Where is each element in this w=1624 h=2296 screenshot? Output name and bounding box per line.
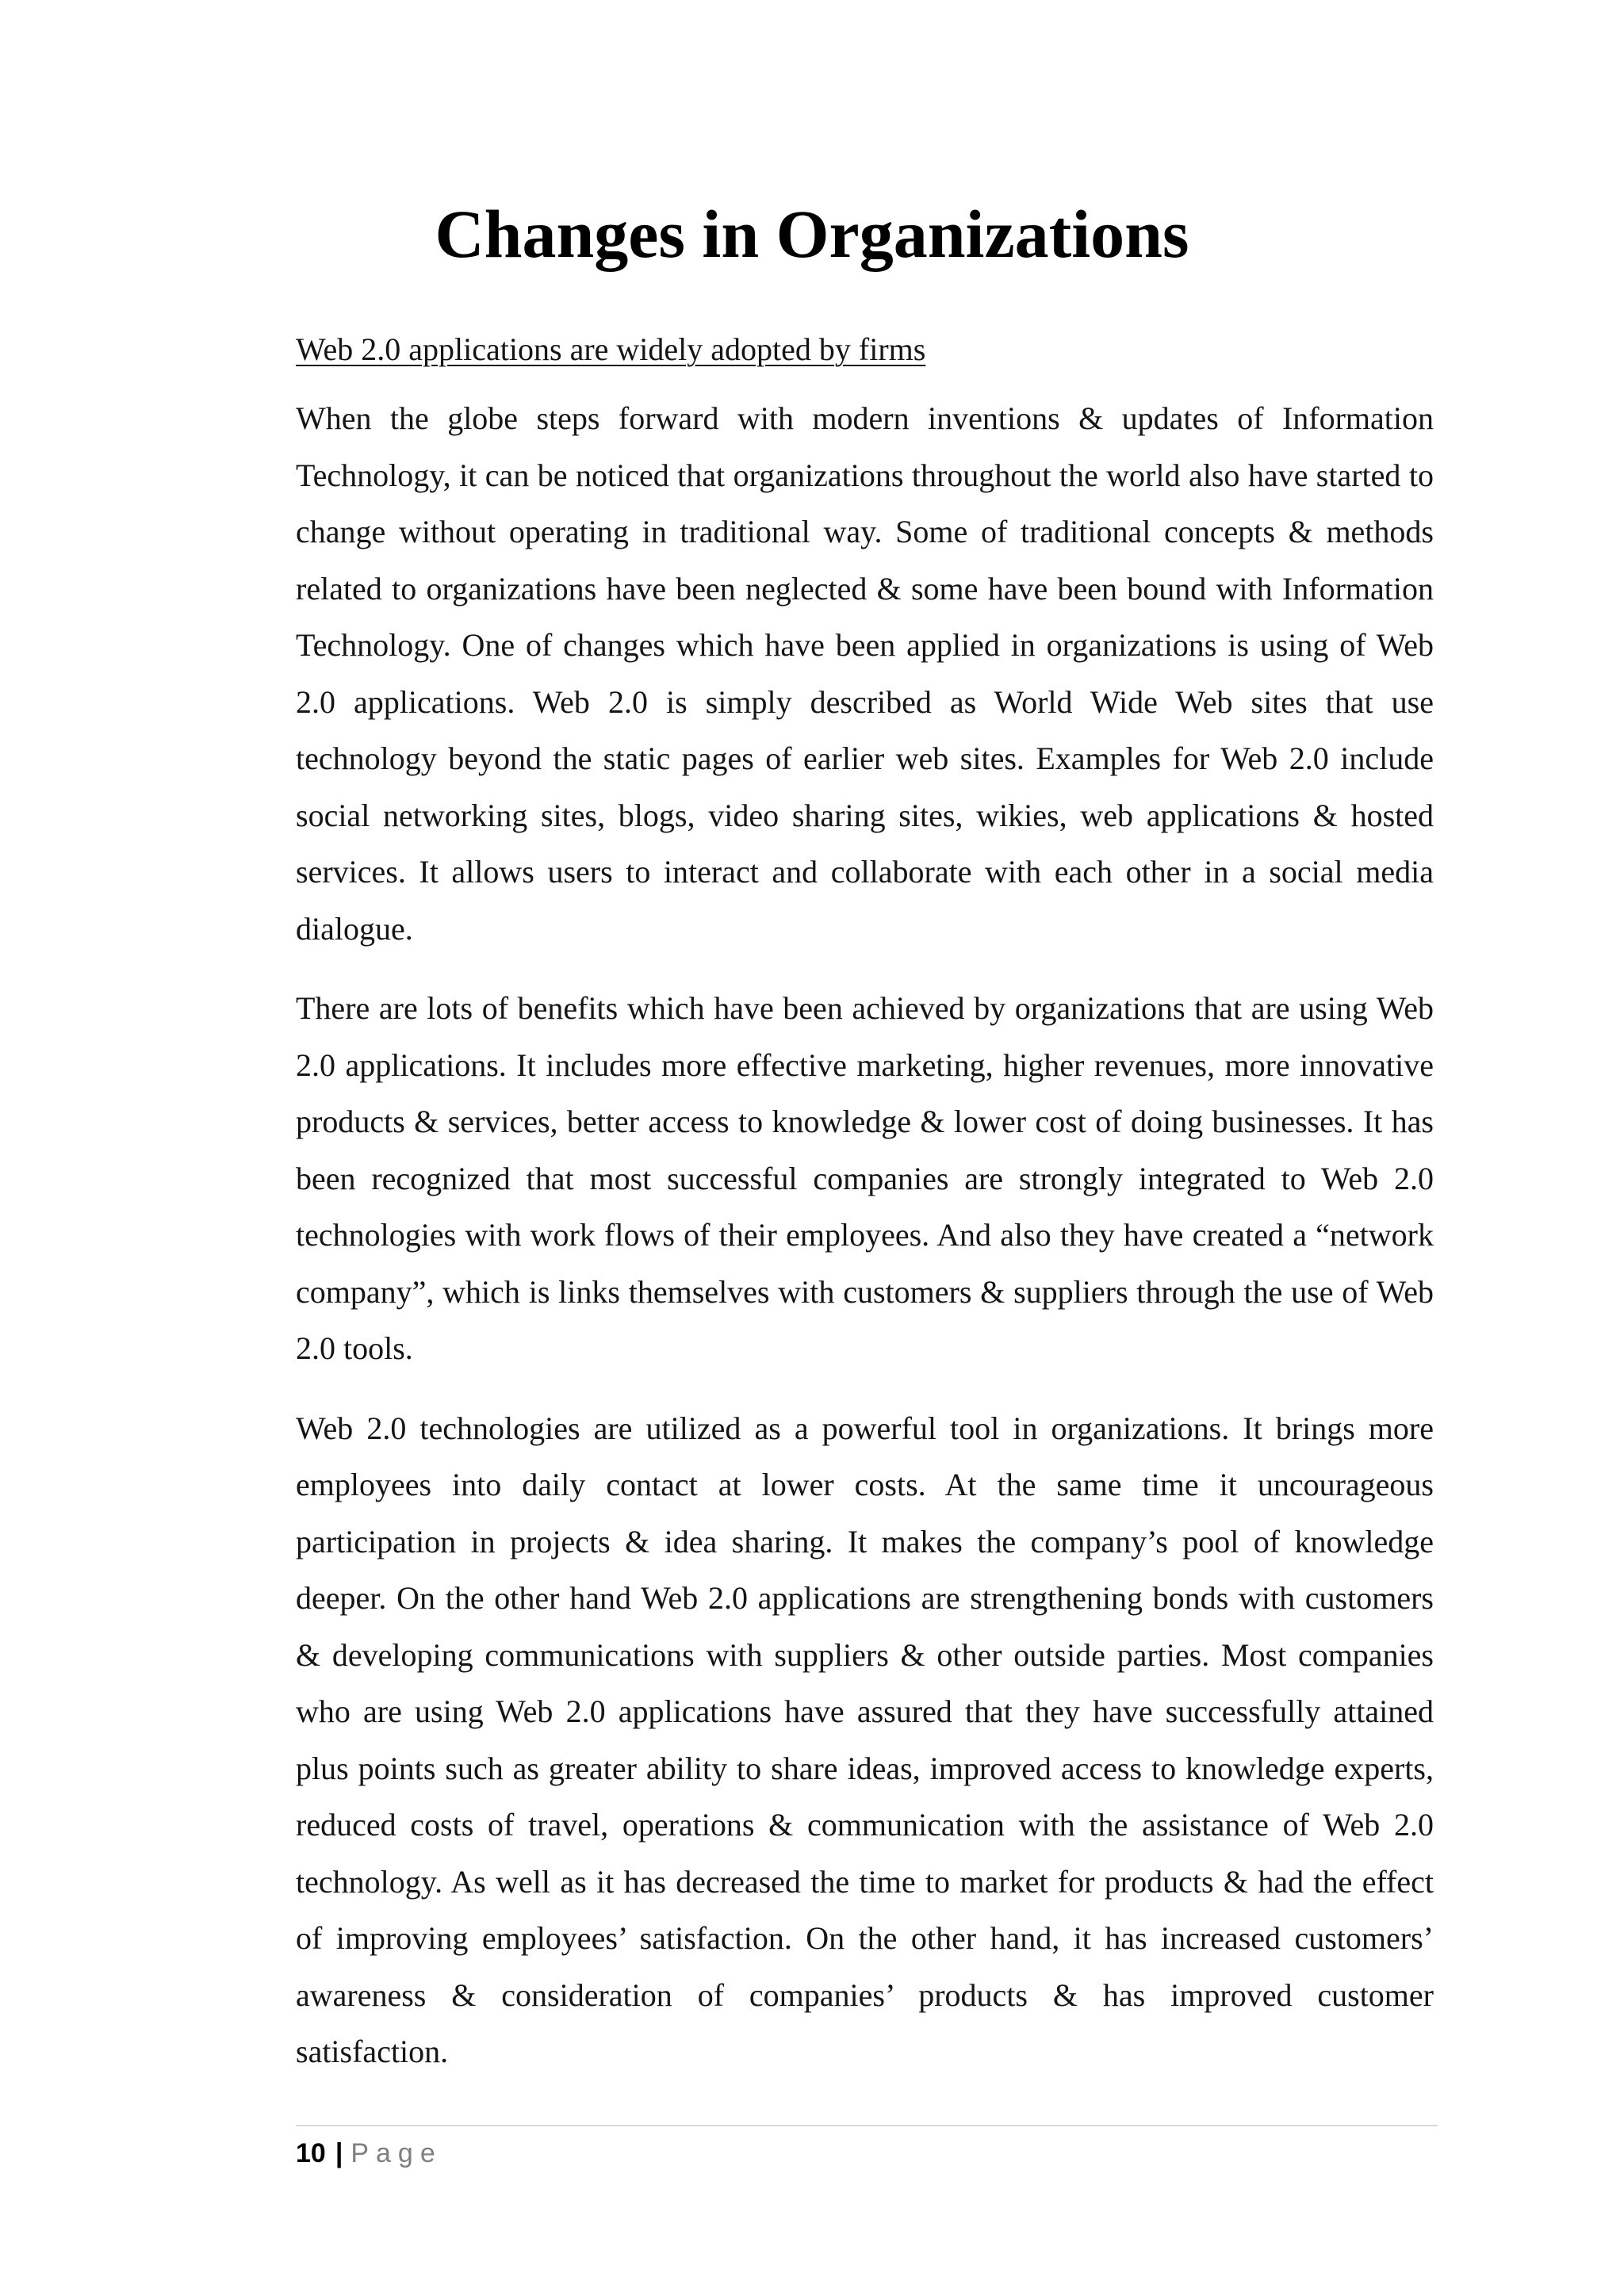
page-label: Page [350, 2138, 442, 2168]
page-title: Changes in Organizations [435, 196, 1189, 272]
footer-divider [296, 2125, 1438, 2126]
page-footer [296, 2131, 442, 2175]
section-subheading: Web 2.0 applications are widely adopted by firms [296, 331, 926, 367]
paragraph-2: There are lots of benefits which have been achieved by organizations that are using Web 2.0 applications. It includes more effective marketing, higher revenues, more innovative products & services, better access to knowledge & lower cost of doing businesses. It has been recognized that most successful companies are strongly integrated to Web 2.0 technologies with work flows of their employees. And also they have created a “network company”, which is links themselves with customers & suppliers through the use of Web 2.0 tools. [296, 990, 1434, 1366]
body-text [296, 390, 1434, 2103]
paragraph-1: When the globe steps forward with modern inventions & updates of Information Technology, it can be noticed that organizations throughout the world also have started to change without operating in traditional way. Some of traditional concepts & methods related to organizations have been neglected & some have been bound with Information Technology. One of changes which have been applied in organizations is using of Web 2.0 applications. Web 2.0 is simply described as World Wide Web sites that use technology beyond the static pages of earlier web sites. Examples for Web 2.0 include social networking sites, blogs, video sharing sites, wikies, web applications & hosted services. It allows users to interact and collaborate with each other in a social media dialogue. [296, 400, 1434, 947]
footer-separator: | [335, 2138, 343, 2168]
paragraph-3: Web 2.0 technologies are utilized as a powerful tool in organizations. It brings more employees into daily contact at lower costs. At the same time it uncourageous participation in projects & idea sharing. It makes the company’s pool of knowledge deeper. On the other hand Web 2.0 applications are strengthening bonds with customers & developing communications with suppliers & other outside parties. Most companies who are using Web 2.0 applications have assured that they have successfully attained plus points such as greater ability to share ideas, improved access to knowledge experts, reduced costs of travel, operations & communication with the assistance of Web 2.0 technology. As well as it has decreased the time to market for products & had the effect of improving employees’ satisfaction. On the other hand, it has increased customers’ awareness & consideration of companies’ products & has improved customer satisfaction. [296, 1410, 1434, 2069]
page-number: 10 [296, 2138, 326, 2168]
